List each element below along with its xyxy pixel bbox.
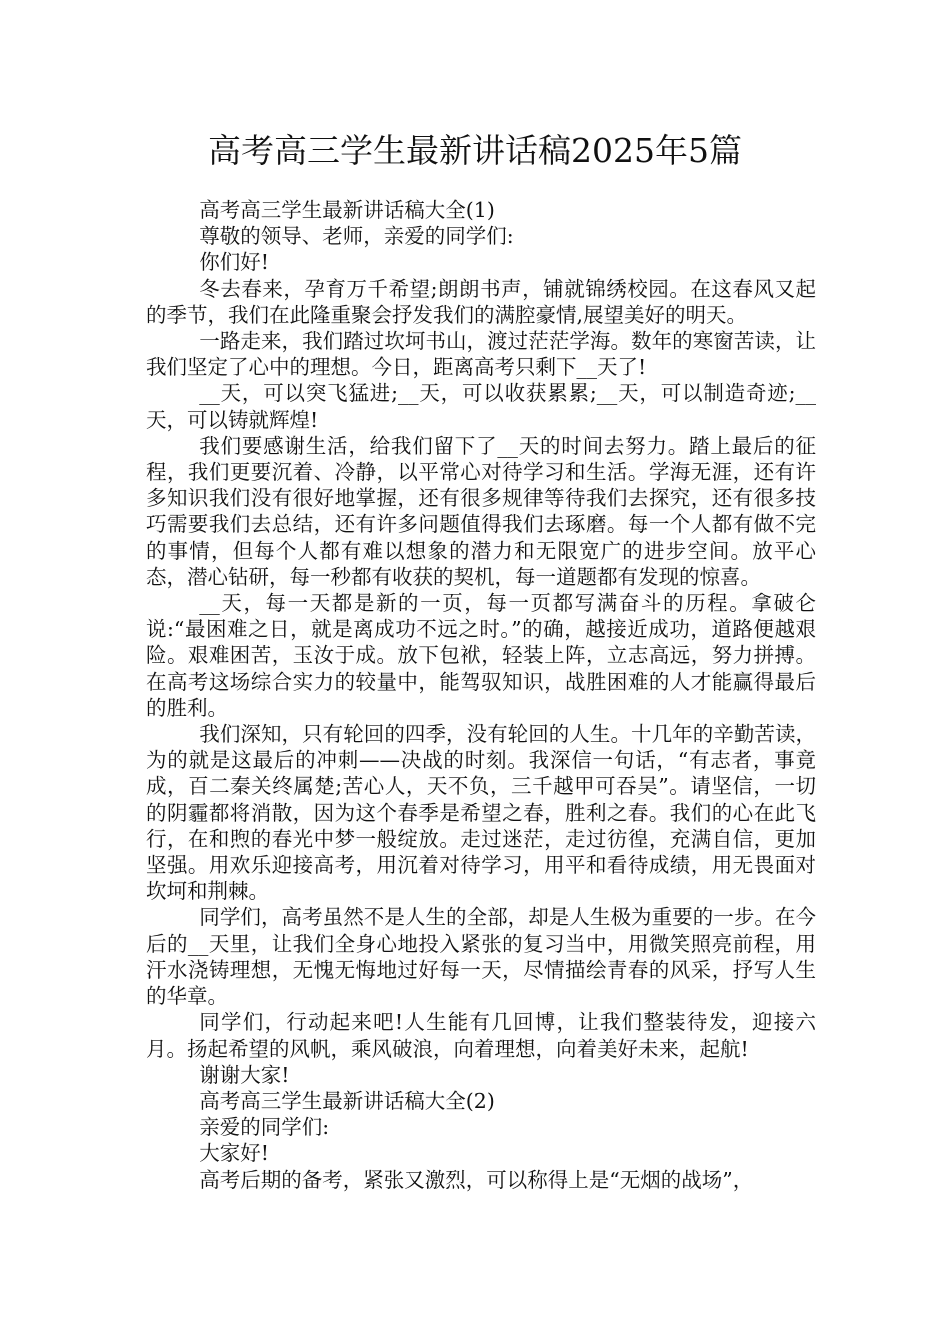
section-heading-2: 高考高三学生最新讲话稿大全(2) [199,1088,495,1113]
paragraph: __天，可以突飞猛进;__天，可以收获累累;__天，可以制造奇迹;__天，可以铸就辉煌! [146,381,816,432]
paragraph: 同学们，高考虽然不是人生的全部，却是人生极为重要的一步。在今后的__天里，让我们全身心地投入紧张的复习当中，用微笑照亮前程，用汗水浇铸理想，无愧无悔地过好每一天，尽情描绘青春的风采，抒写人生的华章。 [146,905,816,1009]
paragraph: 冬去春来，孕育万千希望;朗朗书声，铺就锦绣校园。在这春风又起的季节，我们在此隆重聚会抒发我们的满腔豪情,展望美好的明天。 [146,276,816,327]
greeting: 大家好! [199,1141,270,1166]
paragraph: 我们要感谢生活，给我们留下了__天的时间去努力。踏上最后的征程，我们更要沉着、冷静，以平常心对待学习和生活。学海无涯，还有许多知识我们没有很好地掌握，还有很多规律等待我们去探究，还有很多技巧需要我们去总结，还有许多问题值得我们去琢磨。每一个人都有做不完的事情，但每个人都有难以想象的潜力和无限宽广的进步空间。放平心态，潜心钻研，每一秒都有收获的契机，每一道题都有发现的惊喜。 [146,433,816,589]
section-heading-1: 高考高三学生最新讲话稿大全(1) [199,198,495,222]
salutation: 尊敬的领导、老师，亲爱的同学们: [199,224,514,249]
document-body [146,197,816,1193]
paragraph: 我们深知，只有轮回的四季，没有轮回的人生。十几年的辛勤苦读，为的就是这最后的冲刺——决战的时刻。我深信一句话，“有志者，事竟成，百二秦关终属楚;苦心人，天不负，三千越甲可吞吴”。请坚信，一切的阴霾都将消散，因为这个春季是希望之春，胜利之春。我们的心在此飞行，在和煦的春光中梦一般绽放。走过迷茫，走过彷徨，充满自信，更加坚强。用欢乐迎接高考，用沉着对待学习，用平和看待成绩，用无畏面对坎坷和荆棘。 [146,722,816,904]
paragraph: 同学们，行动起来吧!人生能有几回博，让我们整装待发，迎接六月。扬起希望的风帆，乘风破浪，向着理想，向着美好未来，起航! [146,1010,816,1061]
paragraph: __天，每一天都是新的一页，每一页都写满奋斗的历程。拿破仑说:“最困难之日，就是离成功不远之时。”的确，越接近成功，道路便越艰险。艰难困苦，玉汝于成。放下包袱，轻装上阵，立志高远，努力拼搏。在高考这场综合实力的较量中，能驾驭知识，战胜困难的人才能赢得最后的胜利。 [146,591,816,720]
salutation: 亲爱的同学们: [199,1115,330,1140]
closing: 谢谢大家! [199,1062,290,1087]
paragraph: 一路走来，我们踏过坎坷书山，渡过茫茫学海。数年的寒窗苦读，让我们坚定了心中的理想。今日，距离高考只剩下__天了! [146,329,816,380]
document-title: 高考高三学生最新讲话稿2025年5篇 [208,131,742,170]
paragraph: 高考后期的备考，紧张又激烈，可以称得上是“无烟的战场”， [199,1167,754,1192]
greeting: 你们好! [199,250,270,275]
